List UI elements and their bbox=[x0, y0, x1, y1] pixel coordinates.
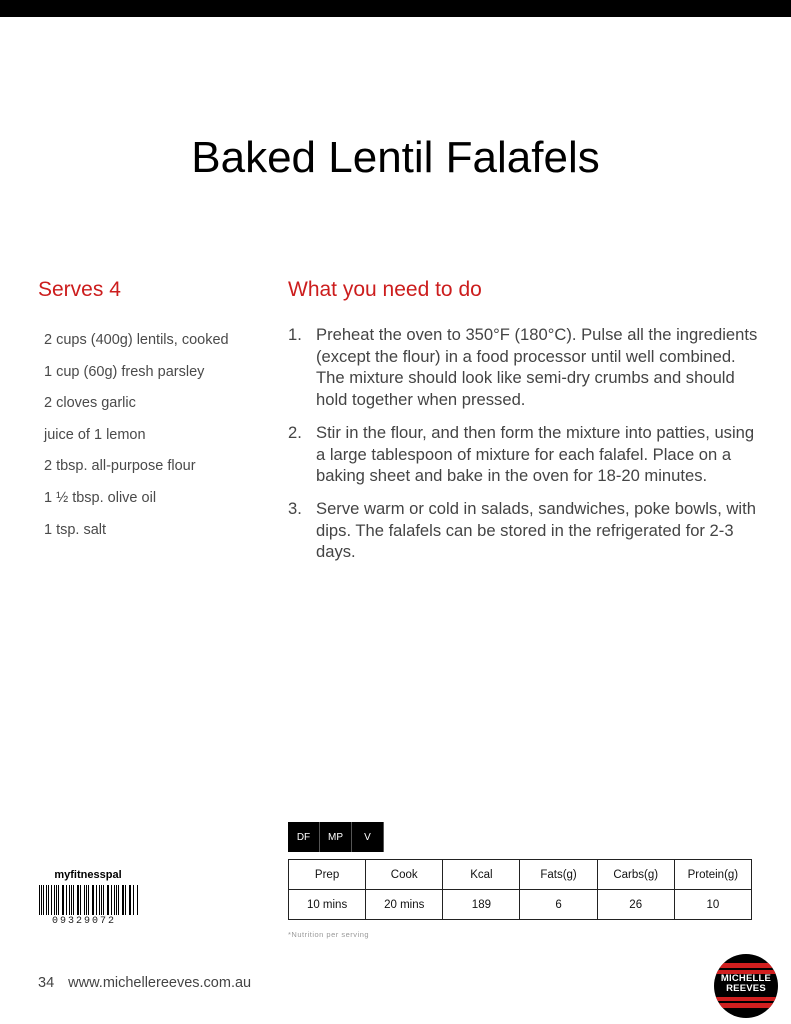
nutrition-value: 26 bbox=[597, 890, 674, 920]
ingredient-item: 1 tsp. salt bbox=[44, 521, 107, 538]
barcode-bar bbox=[130, 885, 131, 915]
nutrition-header: Carbs(g) bbox=[597, 860, 674, 890]
barcode-bar bbox=[114, 885, 115, 915]
method-step bbox=[288, 324, 758, 411]
barcode-bar bbox=[58, 885, 59, 915]
logo-text bbox=[714, 974, 778, 994]
nutrition-header: Cook bbox=[366, 860, 443, 890]
footer bbox=[38, 975, 251, 991]
logo-stripe bbox=[714, 963, 778, 968]
barcode-bar bbox=[62, 885, 63, 915]
method-step bbox=[288, 498, 758, 563]
ingredient-item: 2 tbsp. all-purpose flour bbox=[44, 458, 196, 475]
nutrition-value-row bbox=[289, 890, 752, 920]
step-number: 1. bbox=[288, 325, 302, 344]
step-number: 2. bbox=[288, 422, 302, 442]
nutrition-header: Fats(g) bbox=[520, 860, 597, 890]
ingredient-item: 1 ½ tbsp. olive oil bbox=[44, 489, 157, 506]
website-link[interactable]: www.michellereeves.com.au bbox=[68, 975, 252, 991]
nutrition-header: Protein(g) bbox=[674, 860, 751, 890]
nutrition-header: Prep bbox=[289, 860, 366, 890]
barcode-number: 09329072 bbox=[52, 916, 117, 927]
barcode-bar bbox=[48, 885, 49, 915]
diet-tags bbox=[288, 822, 384, 852]
nutrition-value: 10 bbox=[674, 890, 751, 920]
barcode-bar bbox=[39, 885, 40, 915]
nutrition-note: *Nutrition per serving bbox=[288, 930, 370, 939]
myfitnesspal-barcode-block bbox=[38, 869, 138, 927]
nutrition-header-row bbox=[289, 860, 752, 890]
logo-stripe bbox=[714, 1003, 778, 1008]
barcode-bar bbox=[73, 885, 74, 915]
nutrition-value: 6 bbox=[520, 890, 597, 920]
barcode-bar bbox=[122, 885, 123, 915]
logo-line: REEVES bbox=[726, 983, 766, 994]
step-text: Stir in the flour, and then form the mixture into patties, using a large tablespoon of mixture for each falafel. Place on a baking sheet and bake in the oven for 18-20 minutes. bbox=[316, 422, 755, 486]
serves-heading: Serves 4 bbox=[38, 278, 121, 301]
ingredient-item: 2 cups (400g) lentils, cooked bbox=[44, 332, 229, 348]
method-steps bbox=[288, 324, 758, 574]
nutrition-header: Kcal bbox=[443, 860, 520, 890]
barcode-bar bbox=[99, 885, 100, 915]
diet-tag-v: V bbox=[352, 822, 384, 852]
nutrition-value: 189 bbox=[443, 890, 520, 920]
michelle-reeves-logo bbox=[714, 954, 778, 1018]
logo-stripe bbox=[714, 997, 778, 1001]
ingredient-item: 1 cup (60g) fresh parsley bbox=[44, 363, 205, 380]
diet-tag-mp: MP bbox=[320, 822, 352, 852]
barcode-icon bbox=[39, 885, 138, 915]
logo-line: MICHELLE bbox=[720, 973, 772, 984]
method-step bbox=[288, 422, 758, 487]
step-text: Preheat the oven to 350°F (180°C). Pulse all the ingredients (except the flour) in a food processor until well combined. The mixture should look like semi-dry crumbs and should hold together when pressed. bbox=[316, 325, 758, 410]
method-heading: What you need to do bbox=[288, 278, 482, 301]
nutrition-value: 10 mins bbox=[289, 890, 366, 920]
barcode-bar bbox=[66, 885, 67, 915]
barcode-bar bbox=[84, 885, 85, 915]
barcode-bar bbox=[101, 885, 102, 915]
page-number: 34 bbox=[38, 975, 55, 991]
step-text: Serve warm or cold in salads, sandwiches, poke bowls, with dips. The falafels can be stored in the refrigerated for 2-3 days. bbox=[316, 498, 756, 562]
ingredient-item: juice of 1 lemon bbox=[44, 426, 146, 443]
ingredient-list bbox=[44, 330, 229, 551]
nutrition-value: 20 mins bbox=[366, 890, 443, 920]
barcode-bar bbox=[46, 885, 47, 915]
barcode-bar bbox=[92, 885, 93, 915]
barcode-bar bbox=[80, 885, 81, 915]
step-number: 3. bbox=[288, 498, 302, 518]
top-bar bbox=[0, 0, 791, 17]
diet-tag-df: DF bbox=[288, 822, 320, 852]
recipe-title: Baked Lentil Falafels bbox=[191, 133, 600, 182]
nutrition-table bbox=[288, 859, 752, 920]
myfitnesspal-label: myfitnesspal bbox=[54, 869, 122, 881]
barcode-bar bbox=[129, 885, 130, 915]
barcode-bar bbox=[108, 885, 109, 915]
ingredient-item: 2 cloves garlic bbox=[44, 395, 136, 412]
